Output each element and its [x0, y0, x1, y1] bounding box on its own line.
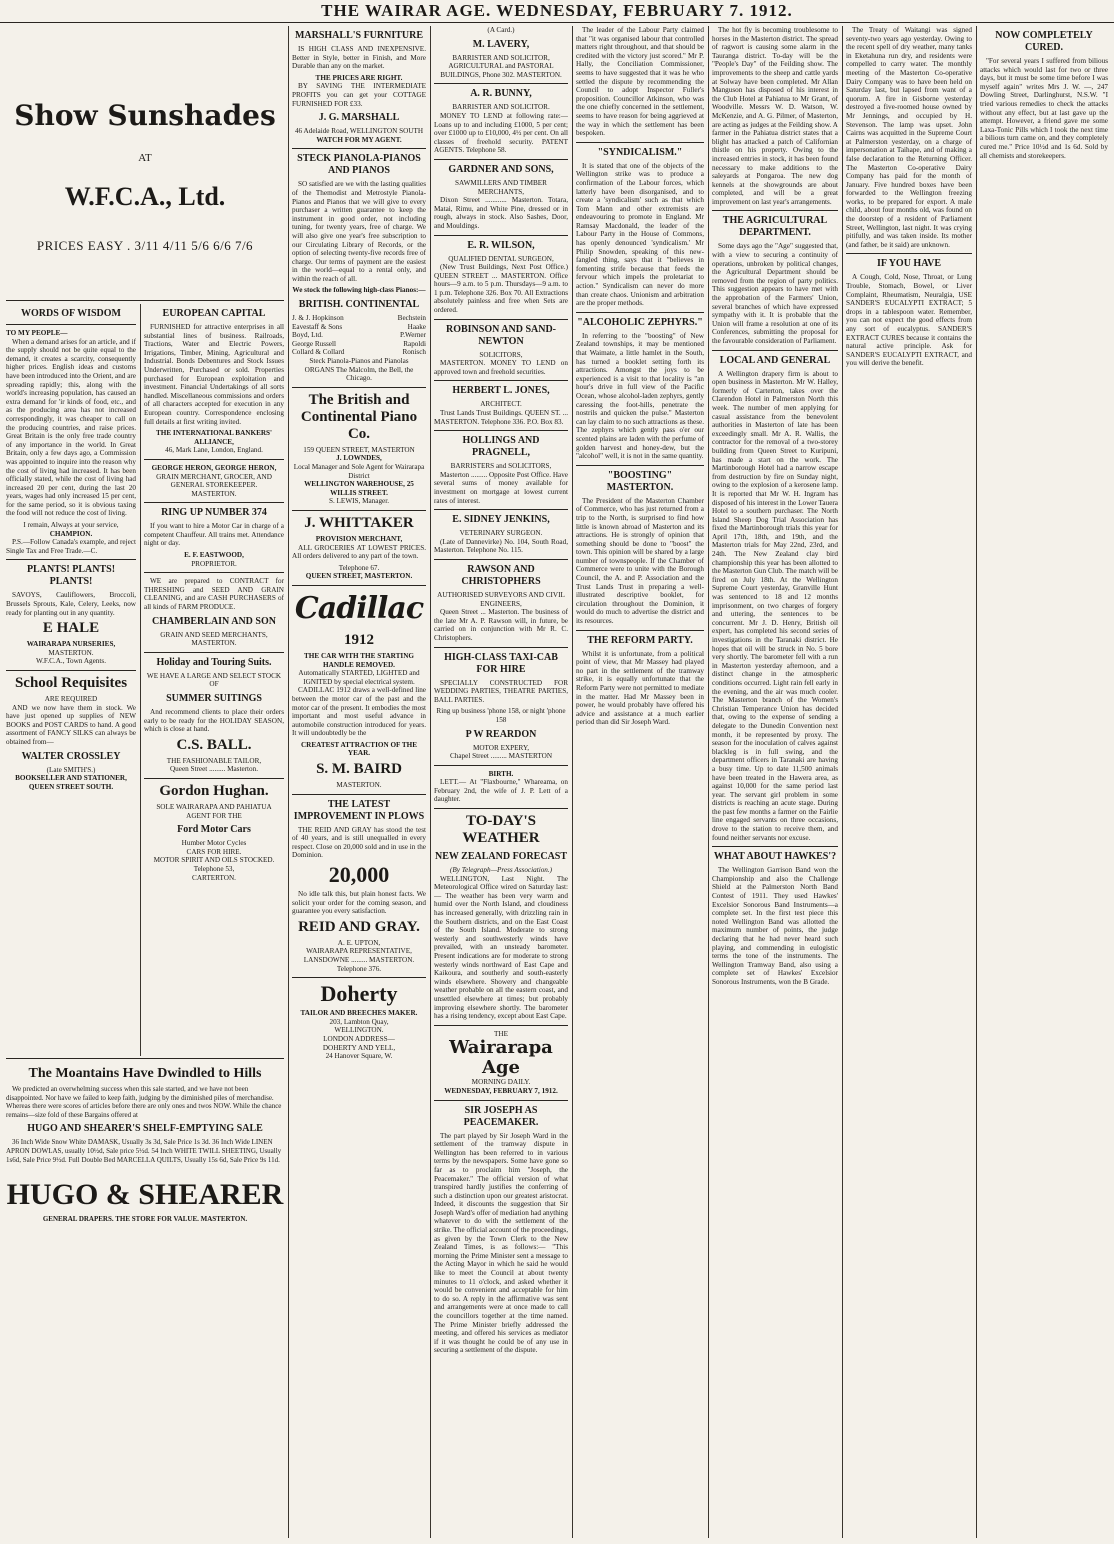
pianola-body: SO satisfied are we with the lasting qualities of the Themodist and Metrostyle Pianola-Pianos and Pianos that we will give to every purchaser a written guarantee to keep the instrument in good order, not including tuning, for twenty years, free of charge. We will also give one year's free subscription to our Circulating Library of Records, or the option of selecting twenty-five records free of charge. Our terms of payment are the easiest in the world—equal to a rental only, and within the reach of all. [292, 180, 426, 283]
divider [6, 559, 136, 560]
sunshades-at: AT [138, 152, 152, 164]
gordon-line2: Ford Motor Cars [177, 824, 251, 836]
divider [6, 324, 136, 325]
hugo-shearer-ad [6, 1062, 284, 1538]
weather-sub: NEW ZEALAND FORECAST [434, 851, 568, 863]
ploughs-body: THE REID AND GRAY has stood the test of 40 years, and is still unequalled in every respect. Close on 20,000 sold and in use in the Dominion. [292, 825, 426, 860]
holiday-firm: C.S. BALL. [176, 736, 252, 753]
card-body: Queen Street ... Masterton. The business of the late Mr A. P. Rawson will, in future, be carried on in conjunction with Mr R. C. Christophers. [434, 608, 568, 642]
divider [572, 26, 573, 1538]
gordon-name: Gordon Hughan. [159, 782, 269, 799]
sunshades-prices: PRICES EASY . 3/11 4/11 5/6 6/6 7/6 [36, 238, 254, 253]
british-piano-manager: S. LEWIS, Manager. [328, 497, 390, 506]
card-body: Dixon Street ............ Masterton. Totara, Matai, Rimu, and White Pine, dressed or in rough, always in stock. Also Sashes, Door, and Mouldings. [434, 196, 568, 230]
european-address: 46, Mark Lane, London, England. [165, 446, 263, 455]
gordon-town: CARTERTON. [192, 873, 236, 882]
sunshades-firm: W.F.C.A., Ltd. [64, 182, 226, 211]
divider [846, 253, 972, 254]
age-date: WEDNESDAY, FEBRUARY 7, 1912. [444, 1086, 558, 1095]
wisdom-sender: CHAMPION. [49, 529, 93, 538]
divider [976, 26, 977, 1538]
doherty-london2: DOHERTY AND YELL, [322, 1043, 396, 1052]
plants-heading: PLANTS! PLANTS! PLANTS! [26, 564, 116, 588]
divider [140, 304, 141, 1056]
local-heading: LOCAL AND GENERAL [719, 354, 831, 366]
pianola-brands-heading: BRITISH. CONTINENTAL [298, 299, 420, 311]
hugo-body: We predicted an overwhelming success when this sale started, and we have not been disappointed. Nor have we failed to keep faith, judging by the diminished piles of merchandise. Whereas there were scores of articles before there are only ones and twos NOW. While the chance remains—size fold of these Bargains offered at [6, 1085, 282, 1119]
cadillac-dealer: S. M. BAIRD [316, 761, 402, 778]
marshall-heading: MARSHALL'S FURNITURE [294, 30, 424, 41]
card-name: M. LAVERY, [472, 38, 530, 50]
card-label: (A Card.) [487, 26, 515, 34]
cured-body: "For several years I suffered from bilious attacks which would last for two or three days, but it must be some time before I was myself again" writes Mrs J. W. —, 247 Dowling Street, Darlinghurst, N.S.W. "I tried various remedies to check the attacks without any effect, but at last gave up the attempt. However, a friend gave me some Laxa-Tonic Pills which I took the next time a bilious turn came on, and they completely cured me." Price 10½d and 1s 6d. Sold by all chemists and storekeepers. [980, 57, 1108, 160]
heron-trade: GRAIN MERCHANT, GROCER, AND GENERAL STOREKEEPER. [156, 472, 272, 490]
divider [144, 572, 284, 573]
card-body: MASTERTON. MONEY TO LEND on approved town and freehold securities. [434, 359, 568, 376]
cadillac-year: 1912 [344, 631, 374, 648]
marshall-body: IS HIGH CLASS AND INEXPENSIVE. Better in Style, better in Finish, and More Durable than any on the market. [292, 45, 426, 71]
divider [434, 380, 568, 381]
divider [434, 1025, 568, 1026]
divider [288, 26, 289, 1538]
ring-role: PROPRIETOR. [191, 559, 237, 568]
card-role: BARRISTER AND SOLICITOR. [452, 103, 550, 112]
school-sub: ARE REQUIRED [44, 695, 98, 703]
divider [144, 502, 284, 503]
cadillac-logo: Cadillac [294, 590, 424, 626]
plants-name: E HALE [42, 620, 100, 637]
british-piano-warehouse: WELLINGTON WAREHOUSE, 25 WILLIS STREET. [304, 480, 414, 497]
peacemaker-heading: SIR JOSEPH AS PEACEMAKER. [463, 1104, 539, 1128]
cadillac-body: CADILLAC 1912 draws a well-defined line between the motor car of the past and the motor car of the present. It embodies the most important and most useful advance in automobile construction introduced for years. It will undoubtedly be the [292, 686, 426, 738]
sander-body: A Cough, Cold, Nose, Throat, or Lung Trouble, Stomach, Bowel, or Liver Complaint, Rheumatism, Neuralgia, USE SANDER'S EUCALYPTI EXTRACT; 5 drops in a tablespoon water. Remember, you can not expect the good effects from any sort of eucalyptus. SANDER'S EXTRACT CURES because it contains the natural active principle. Ask for SANDER'S EUCALYPTI EXTRACT, and you will derive the benefit. [846, 273, 972, 368]
divider [144, 459, 284, 460]
brand-continental: Haake [407, 322, 426, 331]
divider [712, 210, 838, 211]
doherty-city: WELLINGTON. [334, 1026, 384, 1035]
cadillac-line2: Automatically STARTED, LIGHTED and IGNITED by special electrical system. [298, 669, 420, 686]
doherty-london: LONDON ADDRESS— [323, 1034, 395, 1043]
holiday-line3: SUMMER SUITINGS [166, 693, 262, 704]
divider [292, 148, 426, 149]
divider [292, 387, 426, 388]
ploughs-count: 20,000 [328, 862, 390, 888]
divider [6, 300, 284, 301]
taxi-body: SPECIALLY CONSTRUCTED FOR WEDDING PARTIES, THEATRE PARTIES, BALL PARTIES. [434, 678, 568, 704]
divider [434, 430, 568, 431]
brand-british: Boyd, Ltd. [292, 331, 323, 340]
doherty-address: 203, Lambton Quay, [329, 1017, 389, 1026]
taxi-street: Chapel Street ......... MASTERTON [449, 752, 553, 761]
brand-continental: Ronisch [402, 348, 426, 357]
ring-heading: RING UP NUMBER 374 [161, 507, 267, 519]
holiday-line1: Holiday and Touring Suits. [156, 656, 272, 668]
marshall-prices: THE PRICES ARE RIGHT. [315, 73, 403, 82]
european-heading: EUROPEAN CAPITAL [162, 308, 266, 319]
taxi-heading: HIGH-CLASS TAXI-CAB FOR HIRE [444, 651, 558, 675]
cadillac-line1: THE CAR WITH THE STARTING HANDLE REMOVED. [304, 651, 414, 669]
card-name: HERBERT L. JONES, [452, 385, 550, 397]
holiday-trade: THE FASHIONABLE TAILOR, [166, 756, 262, 765]
card-role: ARCHITECT. [480, 400, 522, 409]
ploughs-firm: REID AND GRAY. [298, 918, 420, 935]
wisdom-ps: P.S.—Follow Canada's example, and reject Single Tax and Free Trade.—C. [6, 538, 136, 555]
column-news-right [846, 26, 972, 1538]
birth-body: LETT.— At "Flaxbourne," Whareama, on February 2nd, the wife of J. P. Lett of a daughter. [434, 778, 568, 804]
marshall-name: J. G. MARSHALL [318, 112, 400, 124]
taxi-trade: MOTOR EXPERY, [472, 743, 530, 752]
holiday-body: And recommend clients to place their orders early to be ready for the HOLIDAY SEASON, which is close at hand. [144, 708, 284, 734]
pianola-stock: We stock the following high-class Pianos:— [292, 286, 426, 295]
divider [434, 559, 568, 560]
brand-continental: Bechstein [397, 314, 426, 323]
brand-british: J. & J. Hopkinson [292, 314, 344, 323]
card-name: GARDNER AND SONS, [448, 163, 554, 175]
column-local-news [712, 26, 838, 1538]
divider [292, 585, 426, 586]
chamberlain-intro: WE are prepared to CONTRACT for THRESHING and SEED AND GRAIN CLEANING, and are CASH PURCHASERS of all kinds of FARM PRODUCE. [144, 577, 284, 612]
card-name: ROBINSON AND SAND-NEWTON [445, 323, 556, 347]
divider [434, 509, 568, 510]
divider [434, 647, 568, 648]
marshall-address: 46 Adelaide Road, WELLINGTON SOUTH [294, 127, 424, 136]
whittaker-street: QUEEN STREET, MASTERTON. [305, 572, 413, 581]
gordon-line5: MOTOR SPIRIT AND OILS STOCKED. [153, 856, 275, 865]
gordon-phone: Telephone 53, [193, 864, 235, 873]
divider [434, 765, 568, 766]
cured-heading: NOW COMPLETELY CURED. [995, 30, 1093, 53]
brand-continental: Rapoldi [403, 339, 426, 348]
holiday-street: Queen Street ......... Masterton. [169, 765, 259, 774]
hawkes-heading: WHAT ABOUT HAWKES'? [713, 851, 837, 863]
card-name: E. R. WILSON, [467, 239, 535, 251]
card-role: BARRISTERS and SOLICITORS, [450, 462, 552, 471]
divider [576, 465, 704, 466]
divider [144, 778, 284, 779]
chamberlain-trade: GRAIN AND SEED MERCHANTS, [160, 630, 268, 639]
right-news-body: The Treaty of Waitangi was signed seventy-two years ago yesterday. Owing to the recent spell of dry weather, many tanks in Eketahuna run dry, and residents were compelled to carry water. The monthly meeting of the Masterton Co-operative Dairy Company was to have been held on Saturday last, but lapsed from want of a quorum. A fire in Gisborne yesterday destroyed a five-roomed house owned by Mr Jennings, and occupied by H. Stevenson. The lamp was upset. John Cairns was acquitted in the Supreme Court at Palmerston yesterday, on a charge of impersonation at Taihape, and of making a false declaration to the Returning Officer. The Masterton Co-operative Dairy Company has paid for the month of January. Five hundred boxes have been forwarded to the Wellington freezing works, to be prepared for export. A male child, about four months old, was found on the doorstep of a resident of Parliament Street, Wellington, last night. It was crying pitifully, and was taken inside. Its mother (and father, be it said) are unknown. [846, 26, 972, 249]
gordon-line1: SOLE WAIRARAPA AND PAHIATUA AGENT FOR THE [156, 802, 272, 820]
agri-dept-heading: THE AGRICULTURAL DEPARTMENT. [722, 215, 828, 239]
ploughs-heading: THE LATEST IMPROVEMENT IN PLOWS [293, 798, 425, 822]
school-body: AND we now have them in stock. We have just opened up supplies of NEW BOOKS and POST CARDS to hand. A good assortment of FANCY SILKS can always be obtained from— [6, 703, 136, 746]
pianola-organs: ORGANS The Malcolm, the Bell, the Chicago. [304, 365, 414, 383]
boosting-body: The President of the Masterton Chamber of Commerce, who has just returned from a trip to the North, is surprised to find how little is known abroad of Masterton and its attractions. He is strongly of opinion that something should be done to "boost" the town. This opinion will be shared by a large number of townspeople. If the Chamber of Commerce were to unite with the Borough Council, the A. and P. Association and the Trust Lands Trust in preparing a well-illustrated descriptive booklet, for circulation throughout the Dominion, it would do much to advertise the district and its resources. [576, 496, 704, 626]
european-body: FURNISHED for attractive enterprises in all substantial lines of business. Railroads, Tractions, Water and Electric Powers, Irrigations, Timber, Mining, Agricultural and Industrial. Bonds Debentures and Stock Issues Underwritten, Purchased or sold. Properties purchased for European exploitation and investment. Financial Undertakings of all sorts handled. Miscellaneous commissions and orders of all characters accepted for execution in any European country. Correspondence enclosing full details at first writing invited. [144, 323, 284, 426]
age-the: THE [494, 1029, 508, 1038]
wisdom-salutation: TO MY PEOPLE— [6, 329, 68, 337]
divider [712, 350, 838, 351]
ploughs-body2: No idle talk this, but plain honest facts. We solicit your order for the coming season, and guarantee you every satisfaction. [292, 890, 426, 916]
newspaper-masthead: THE WAIRAR AGE. WEDNESDAY, FEBRUARY 7. 1912. [0, 0, 1114, 23]
cadillac-town: MASTERTON. [336, 781, 382, 790]
school-name: WALTER CROSSLEY [21, 750, 121, 762]
taxi-ring: Ring up business 'phone 158, or night 'phone 158 [436, 707, 566, 724]
card-body: (Late of Dannevirke) No. 104, South Road, Masterton. Telephone No. 115. [434, 537, 568, 555]
zephyrs-body: In referring to the "boosting" of New Zealand townships, it may be mentioned that Waimate, a little hamlet in the South, has turned a booklet setting forth its attractions. Amongst the joys to be experienced is a visit to that locality is "an hour's drive in full view of the Pacific Ocean, whose alcohol-laden zephyrs, gently caressing the foot-hills, penetrate the nostrils and quicken the pulse." Masterton can lay claim to no such attractions as these. The zephyrs which gently pass o'er our scented plains are laden with the perfume of golden harvest and honey-dew, but the "alcohol" well, it is not in the same quantity. [576, 331, 704, 461]
sunshades-title: Show Sunshades [14, 99, 276, 132]
local-body: A Wellington drapery firm is about to open business in Masterton. Mr W. Halley, formerly of Carterton, takes over the Clarendon Hotel in Palmerston North this week. The number of men applying for casual assistance from the benevolent authorities in Masterton of late has been exceedingly small. Mr A. R. Wallis, the contractor for the removal of a two-storey building from Queen Street to Kuripuni, has made a start on the work. The Martinborough Hotel had a narrow escape from destruction by fire on Sunday night, owing to the explosion of a kerosene lamp. It is reported that Mr W. H. Ingram has disposed of his interest in the Lower Tauera Hotel to a southern purchaser. The North Island Sheep Dog Trial Association has fixed the Martinborough trials this year for April 17th, 18th, and 19th, and the Masterton trials for May 22nd, 23rd, and 24th. The New Zealand clay bird championship this year has been allotted to the Masterton Gun Club. The match will be fired on July 18th. At the Wellington Supreme Court yesterday, Granville Hunt was sentenced to 18 and 12 months imprisonment, on two charges of forgery and uttering, the sentences to be concurrent. Mr J. D. Henry, British oil expert, has completed his second series of investigations in the Taranaki district. He hopes that oil will be struck in No. 5 bore very shortly. The barometer fell with a run in Masterton yesterday afternoon, and a distinct change in the atmospheric conditions occurred. Light rain fell early in the evening, and the air was much cooler. The Masterton branch of the Women's Christian Temperance Union has decided that, owing to the expense of sending a delegate to the Dunedin Convention next month, it be represented by proxy. The season for the inoculation of calves against blackleg is in full swing, and the department officers in Taranaki are having a busy time. Up to date 11,500 animals have been treated in the Hawera area, as against 10,000 for the same period last year. The servant girl problem in some districts is reaching an acute stage. During the past few months a farmer on the Fairlie line engaged servants on three occasions, drove to the station to receive them, and found neither servants nor excuse. [712, 369, 838, 842]
divider [434, 319, 568, 320]
school-trade: BOOKSELLER AND STATIONER, QUEEN STREET SOUTH. [15, 774, 127, 791]
divider [292, 510, 426, 511]
card-role: SOLICITORS, [479, 350, 523, 359]
pianola-brand-list [292, 314, 426, 357]
marshall-body2: BY SAVING THE INTERMEDIATE PROFITS you can get your COTTAGE FURNISHED FOR £33. [292, 82, 426, 108]
plants-firm: WAIRARAPA NURSERIES, [26, 640, 116, 649]
ploughs-role: WAIRARAPA REPRESENTATIVE, LANSDOWNE ......... MASTERTON. [303, 947, 415, 964]
ploughs-phone: Telephone 376. [336, 964, 382, 973]
doherty-london3: 24 Hanover Square, W. [325, 1052, 393, 1061]
divider [434, 83, 568, 84]
european-firm: THE INTERNATIONAL BANKERS' ALLIANCE, [155, 429, 273, 446]
british-piano-heading: The British and Continental Piano Co. [300, 391, 418, 442]
column-adverts [292, 26, 426, 1538]
whittaker-name: J. WHITTAKER [304, 514, 414, 531]
heron-names: GEORGE HERON, GEORGE HERON, [151, 463, 277, 472]
hugo-heading: The Moantains Have Dwindled to Hills [28, 1066, 262, 1081]
card-name: RAWSON AND CHRISTOPHERS [461, 563, 541, 587]
syndicalism-heading: "SYNDICALISM." [597, 146, 683, 158]
marshall-agent: WATCH FOR MY AGENT. [316, 135, 402, 144]
divider [576, 630, 704, 631]
card-body: Masterton ......... Opposite Post Office. Have several sums of money available for investment on mortgage at lowest current rates of interest. [434, 470, 568, 505]
gordon-line4: CARS FOR HIRE. [186, 847, 242, 856]
pianola-steck: Steck Pianola-Pianos and Pianolas [309, 357, 409, 366]
ring-name: E. F. EASTWOOD, [184, 551, 244, 560]
card-body: Trust Lands Trust Buildings. QUEEN ST. ... MASTERTON. Telephone 336. P.O. Box 83. [434, 409, 568, 426]
plants-body: SAVOYS, Cauliflowers, Broccoli, Brussels Sprouts, Kale, Celery, Leeks, now ready for planting out in any quantity. [6, 591, 136, 617]
hugo-name: HUGO & SHEARER [6, 1178, 284, 1212]
divider [434, 1100, 568, 1101]
card-name: A. R. BUNNY, [470, 88, 532, 100]
divider [576, 312, 704, 313]
sander-heading: IF YOU HAVE [876, 258, 942, 270]
reform-heading: THE REFORM PARTY. [587, 634, 693, 646]
divider [144, 652, 284, 653]
card-role: QUALIFIED DENTAL SURGEON, [448, 254, 554, 263]
card-role: VETERINARY SURGEON. [459, 529, 543, 538]
card-name: E. SIDNEY JENKINS, [452, 514, 550, 526]
plants-town: MASTERTON. [48, 648, 94, 657]
whittaker-phone: Telephone 67. [338, 563, 380, 572]
boosting-heading: "BOOSTING" MASTERTON. [606, 469, 674, 493]
holiday-line2: WE HAVE A LARGE AND SELECT STOCK OF [146, 671, 282, 689]
card-body: AGRICULTURAL and PASTORAL BUILDINGS, Phone 302. MASTERTON. [440, 62, 562, 79]
divider [430, 26, 431, 1538]
whittaker-body: ALL GROCERIES AT LOWEST PRICES. All orders delivered to any part of the town. [292, 543, 426, 561]
column-words-of-wisdom [6, 304, 136, 1056]
divider [6, 670, 136, 671]
divider [712, 846, 838, 847]
brand-row [292, 331, 426, 340]
divider [842, 26, 843, 1538]
sunshades-ad [6, 26, 284, 298]
brand-row [292, 348, 426, 357]
taxi-name: P W REARDON [465, 728, 537, 740]
weather-heading: TO-DAY'S WEATHER [462, 813, 540, 847]
weather-credit: (By Telegraph—Press Association.) [449, 866, 553, 875]
divider [6, 1058, 284, 1059]
brand-row [292, 340, 426, 349]
card-body: MONEY TO LEND at following rate:—Loans up to and including £1000, 5 per cent; over £1000 up to £10,000, 4½ per cent. On all classes of freehold security. PATENT AGENTS. Telephone 58. [434, 111, 568, 155]
column-editorials [576, 26, 704, 1538]
cadillac-highlight: CREATEST ATTRACTION OF THE YEAR. [300, 740, 418, 758]
chamberlain-town: MASTERTON. [191, 639, 237, 648]
labour-party-body: The leader of the Labour Party claimed that "it was organised labour that controlled matters right throughout, and that should be credited with the victory just scored." Mr P. Hally, the Conciliation Commissioner, seems to have suggested that it was he who settled the dispute by recommending the Council to adopt Inspector Fuller's proposition. Councillor Atkinson, who was the one chiefly concerned in the settlement, seems to have reason for being aggrieved at the way in which the settlement has been bespoken. [576, 26, 704, 138]
card-role: SAWMILLERS AND TIMBER MERCHANTS, [455, 178, 547, 196]
british-piano-role: Local Manager and Sole Agent for Wairarapa District [293, 463, 425, 480]
brand-british: Eavestaff & Sons [292, 322, 343, 331]
wisdom-heading: WORDS OF WISDOM [20, 308, 121, 319]
divider [708, 26, 709, 1538]
birth-heading: BIRTH. [488, 769, 514, 778]
whittaker-trade: PROVISION MERCHANT, [315, 534, 403, 543]
divider [576, 142, 704, 143]
divider [434, 235, 568, 236]
plants-agents: W.F.C.A., Town Agents. [35, 657, 106, 666]
ring-body: If you want to hire a Motor Car in charge of a competent Chauffeur. All trains met. Attendance night or day. [144, 522, 284, 548]
wisdom-signoff: I remain, Always at your service, [23, 521, 119, 530]
wisdom-body: When a demand arises for an article, and if the supply should not be quite equal to the demand, it creates a scarcity, consequently higher prices. English ideas and customs have been introduced into the Orient, and are spreading rapidly; this, along with the world's increasing population, has caused an extra demand for 'ir kinds of food, etc., and as the producing area has not increased correspondingly, it was cheaper to call on the producing countries, and raise prices. Great Britain is the only free trade country of any importance in the world. In Great Britain, only a few days ago, a Commission was appointed to inquire into the reason why the cost of living had increased. It has been officially stated, while the cost of living had increased 20 per cent, during the last 20 years, wages had only increased 15 per cent, for the same period, so it is obvious taxing the food will not reduce the cost of living. [6, 337, 136, 518]
hawkes-body: The Wellington Garrison Band won the Championship and also the Challenge Shield at the Palmerston North Band Contest of 1911. They used Hawkes' Excelsior Sonorous Band Instruments—a complete set. In the first test piece this noted Wellington Band was allotted the maximum number of points, the judge declaring that he had never heard such playing, and commending in eulogistic terms the tone of the instruments. The Wellington Tramway Band, also using a complete set of Hawkes' Excelsior Sonorous Instruments, won the B Grade. [712, 866, 838, 986]
chamberlain-firm: CHAMBERLAIN AND SON [152, 615, 276, 627]
divider [292, 977, 426, 978]
hugo-items: 36 Inch Wide Snow White DAMASK, Usually 3s 3d, Sale Price 1s 3d. 36 Inch Wide LINEN APRON DOWLAS, usually 10½d, Sale price 5½d. 54 Inch WHITE TWILL SHEETING, Usually 1s6d, Sale Price 9½d. Full Double Bed MARCELLA QUILTS, Usually 15s 6d, Sale Price 9s 11d. [6, 1138, 282, 1164]
hugo-foot: GENERAL DRAPERS. THE STORE FOR VALUE. MASTERTON. [42, 1215, 248, 1224]
divider [434, 159, 568, 160]
school-heading: School Requisites [14, 675, 128, 691]
card-name: HOLLINGS AND PRAGNELL, [462, 435, 540, 459]
card-body: (New Trust Buildings, Next Post Office.) QUEEN STREET ... MASTERTON. Office hours—9 a.m. to 5 p.m. Thursdays—9 a.m. to 1 p.m. Telephone 326. Box 70. All Extractions absolutely painless and free when Sets are ordered. [434, 263, 568, 315]
card-role: BARRISTER AND SOLICITOR, [452, 53, 550, 62]
column-cards-weather [434, 26, 568, 1538]
peacemaker-body: The part played by Sir Joseph Ward in the settlement of the tramway dispute in Wellington has been referred to in various terms by the newspapers. Some have gone so far as to proclaim him "Joseph, the Peacemaker." The official version of what transpired hardly justifies the conferring of such a distinction upon our greatest aristocrat. Indeed, it discounts the suggestion that Sir Joseph Ward's offer of mediation had anything whatever to do with the settlement of the strike. The official account of the proceedings, as given by the Town Clerk to the New Zealand Times, is as follows:— "This morning the Prime Minister sent a message to the Acting Mayor in which he said he would like to meet the Council at about twenty minutes to 11 o'clock, and asked whether it would be convenient and acceptable for him to do so. A reply in the affirmative was sent and arrangements were at once made to call the councillors together at the time named. The Prime Minister briefly addressed the meeting, and offered his services as mediator if it was thought he could be of any use in securing a settlement of the dispute. [434, 1131, 568, 1355]
divider [434, 808, 568, 809]
ploughs-agent: A. E. UPTON, [337, 938, 381, 947]
syndicalism-body: It is stated that one of the objects of the Wellington strike was to produce a confirmation of the Labour forces, which latterly have been disorganised, and to create a 'syndicalism' such as that which Tom Mann and other extremists are endeavouring to promote in England. Mr Ramsay Macdonald, the leader of the Labour Party in the House of Commons, has openly denounced 'syndicalism.' Mr Philip Snowden, speaking of this new-fangled thing, says that it "believes in fomenting strife because that feeds the fervour which impels the proletariat to action." Syndicalism can never do more than create chaos. Unionism and arbitration are the proper methods. [576, 161, 704, 308]
brand-british: George Russell [292, 339, 336, 348]
heron-town: MASTERTON. [191, 489, 237, 498]
zephyrs-heading: "ALCOHOLIC ZEPHYRS." [577, 316, 703, 328]
school-late: (Late SMITH'S.) [46, 765, 96, 774]
brand-row [292, 314, 426, 323]
weather-body: WELLINGTON, Last Night. The Meteorological Office wired on Saturday last:— The weather has been very warm and humid over the North Island, and cloudiness has increased generally, with drizzling rain in the Southern districts, and on the East Coast of the South Island. Moderate to strong westerly and southwesterly winds have prevailed, with an unsteady barometer. Present indications are for moderate to strong westerly winds northward of East Cape and Kaikoura, and southerly and south-easterly winds elsewhere. Showery and changeable weather probable on all the eastern coast, and unsettled elsewhere at times; but probably improving elsewhere shortly. The barometer has a rising tendency, except about East Cape. [434, 874, 568, 1021]
doherty-name: Doherty [320, 981, 398, 1007]
brand-british: Collard & Collard [292, 348, 345, 357]
age-name: Wairarapa Age [449, 1037, 553, 1079]
pianola-heading: STECK PIANOLA-PIANOS AND PIANOS [297, 153, 421, 177]
british-piano-address: 159 QUEEN STREET, MASTERTON [303, 445, 415, 454]
agri-dept-body: Some days ago the "Age" suggested that, with a view to securing a continuity of operations, unbroken by political changes, the Agricultural Department should be removed from the region of party politics. This suggestion appears to have met with the approbation of the Farmers' Union, several branches of which have expressed sympathy with it. It is probable that the Union will frame a resolution at one of its Conferences, submitting the proposal for the favourable consideration of Parliament. [712, 242, 838, 345]
age-sub: MORNING DAILY. [471, 1078, 531, 1087]
card-role: AUTHORISED SURVEYORS AND CIVIL ENGINEERS, [437, 590, 565, 608]
brand-continental: P.Werner [400, 331, 426, 340]
gordon-line3: Humber Motor Cycles [181, 839, 247, 848]
brand-row [292, 323, 426, 332]
hugo-sale: HUGO AND SHEARER'S SHELF-EMPTYING SALE [27, 1123, 263, 1135]
column-far-right [980, 26, 1108, 1538]
column-european-capital [144, 304, 284, 1056]
british-piano-name: J. LOWNDES, [336, 454, 382, 463]
reform-body: Whilst it is unfortunate, from a political point of view, that Mr Massey had played no part in the settlement of the tramway strike, it is equally unfortunate that the Reform Party were not permitted to mediate in the matter. Had Mr Massey been in power, he would probably have offered his advice and assistance at a much earlier period than did Sir Joseph Ward. [576, 649, 704, 727]
doherty-trade: TAILOR AND BREECHES MAKER. [300, 1009, 418, 1018]
divider [292, 794, 426, 795]
farm-notes-body: The hot fly is becoming troublesome to horses in the Masterton district. The spread of ragwort is causing some alarm in the Tauranga district. To-day will be the "People's Day" of the Feilding show. The improvements to the sheep and cattle yards at Solway have been completed. Mr Allan Manguson has disposed of his interest in the Club Hotel at Pahiatua to Mr Grant, of Woodville. Messrs W. D. Watson, W. McKenzie, and A. G. Pilmer, of Masterton, are acting as judges at the Feilding show. A farmer in the Pahiatua district states that a blight has attacked a patch of Californian thistle on his property. Owing to the increased entries in stock, it has been found necessary to make additions to the saleyards at Pongaroa. The new dog kennels at the showgrounds are about completed, and will be a great improvement on last year's arrangements. [712, 26, 838, 206]
